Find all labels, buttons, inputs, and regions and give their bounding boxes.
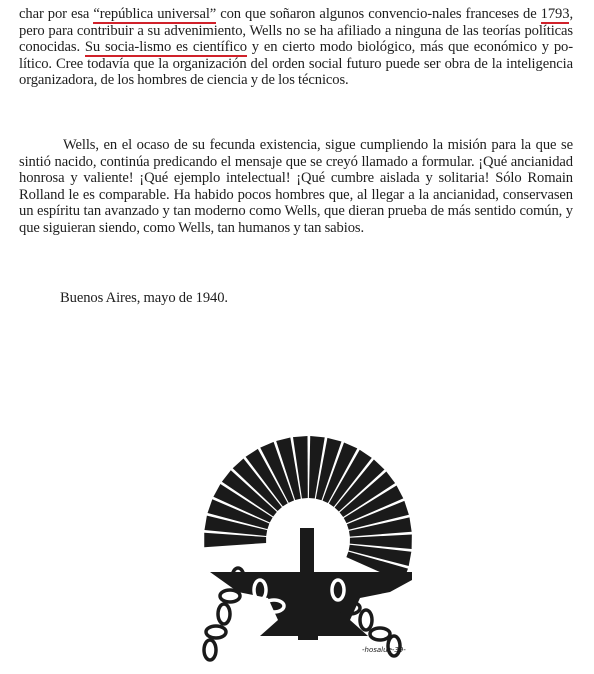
- paragraph-1: [19, 6, 573, 89]
- p1-text-a: char por esa: [19, 6, 94, 22]
- highlight-year: 1793: [540, 6, 570, 22]
- signoff-place-date: Buenos Aires, mayo de 1940.: [60, 290, 228, 306]
- artist-signature: -hosalue-39-: [362, 646, 406, 654]
- paragraph-2: Wells, en el ocaso de su fecunda existencia, sigue cumpliendo la misión para la que se sintió nacido, continúa predicando el mensaje que se creyó llamado a formular. ¡Qué ancianidad honrosa y valiente! ¡Qué ejemplo intelectual! ¡Qué cumbre aislada y solitaria! Sólo Romain Rolland le es comparable. Ha habido pocos hombres que, al llegar a la ancianidad, conservasen un espíritu tan avanzado y tan moderno como Wells, que dieran prueba de más sentido común, y que siguieran siendo, como Wells, tan humanos y tan sabios.: [19, 137, 573, 236]
- ornament-illustration: [190, 430, 430, 670]
- p1-text-c: , pero para contribuir a su advenimiento, Wells no se ha afiliado a ninguna de las teorías políticas conocidas.: [19, 6, 573, 56]
- highlight-socialismo-2: lismo es científico: [139, 39, 247, 56]
- p1-text-b: con que soñaron algunos convencio-nales franceses de: [216, 6, 541, 22]
- p1-text-d: y en cierto modo biológico, más que económico y po-lítico. Cree todavía que la organización del orden social futuro puede ser obra de la inteligencia organizadora, de los hombres de ciencia y de los técnicos.: [19, 39, 573, 89]
- highlight-socialismo-1: Su socia-: [84, 39, 140, 56]
- highlight-republica-universal: “república universal”: [93, 6, 217, 22]
- anvil-peg: [300, 528, 314, 638]
